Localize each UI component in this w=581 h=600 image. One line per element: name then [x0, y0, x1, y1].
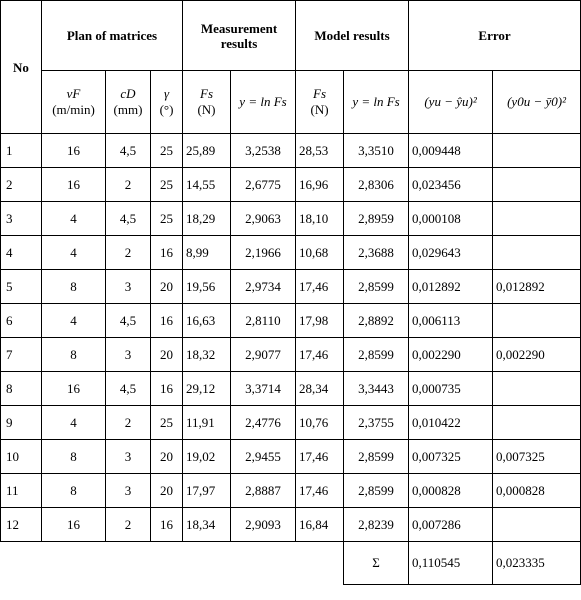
cell-vf: 4 [42, 202, 106, 236]
gamma-unit: (°) [159, 102, 174, 117]
row-number: 4 [1, 236, 42, 270]
cell-error-2 [493, 202, 581, 236]
cell-vf: 4 [42, 236, 106, 270]
cell-vf: 16 [42, 168, 106, 202]
table-row [1, 202, 581, 236]
table-row [1, 338, 581, 372]
row-number: 2 [1, 168, 42, 202]
cell-vf: 8 [42, 270, 106, 304]
cell-y-measured: 2,4776 [231, 406, 296, 440]
row-number: 10 [1, 440, 42, 474]
row-number: 11 [1, 474, 42, 508]
header-no: No [1, 1, 42, 134]
subheader-row [1, 71, 581, 134]
cell-vf: 8 [42, 474, 106, 508]
subheader-error-1: (yu − ŷu)² [409, 71, 493, 134]
vf-symbol: vF [66, 86, 81, 101]
cell-vf: 4 [42, 406, 106, 440]
subheader-gamma [151, 71, 183, 134]
cell-fs-model: 16,96 [296, 168, 344, 202]
cell-y-model: 2,8599 [344, 474, 409, 508]
cell-fs-measured: 18,34 [183, 508, 231, 542]
data-rows [1, 134, 581, 542]
cell-y-model: 2,3688 [344, 236, 409, 270]
cell-y-measured: 2,1966 [231, 236, 296, 270]
vf-unit: (m/min) [52, 102, 95, 117]
sum-spacer [1, 542, 344, 585]
cell-fs-measured: 18,32 [183, 338, 231, 372]
header-model: Model results [296, 1, 409, 71]
row-number: 3 [1, 202, 42, 236]
cell-gamma: 20 [151, 338, 183, 372]
subheader-error-2: (y0u − ȳ0)² [493, 71, 581, 134]
table-row [1, 474, 581, 508]
cell-error-2 [493, 168, 581, 202]
table-row [1, 372, 581, 406]
table-row [1, 236, 581, 270]
cell-error-2: 0,007325 [493, 440, 581, 474]
header-row [1, 1, 581, 71]
cell-y-measured: 3,3714 [231, 372, 296, 406]
cell-y-measured: 2,8887 [231, 474, 296, 508]
sum-row [1, 542, 581, 585]
cell-gamma: 20 [151, 270, 183, 304]
cell-error-2: 0,002290 [493, 338, 581, 372]
cell-cd: 2 [106, 236, 151, 270]
cell-y-measured: 2,9077 [231, 338, 296, 372]
cell-gamma: 25 [151, 168, 183, 202]
gamma-symbol: γ [163, 86, 170, 101]
row-number: 6 [1, 304, 42, 338]
cell-fs-measured: 29,12 [183, 372, 231, 406]
cell-error-1: 0,002290 [409, 338, 493, 372]
cell-error-1: 0,006113 [409, 304, 493, 338]
cell-y-model: 2,3755 [344, 406, 409, 440]
sum-symbol: Σ [344, 542, 409, 585]
cell-y-measured: 2,9734 [231, 270, 296, 304]
cell-fs-model: 17,46 [296, 474, 344, 508]
cell-fs-model: 17,46 [296, 338, 344, 372]
cell-gamma: 25 [151, 406, 183, 440]
table-row [1, 168, 581, 202]
cell-error-1: 0,023456 [409, 168, 493, 202]
cell-y-model: 2,8599 [344, 270, 409, 304]
sum-error-1: 0,110545 [409, 542, 493, 585]
subheader-y-measured: y = ln Fs [231, 71, 296, 134]
cell-error-2 [493, 236, 581, 270]
cell-fs-measured: 18,29 [183, 202, 231, 236]
cell-error-2 [493, 406, 581, 440]
cell-fs-model: 18,10 [296, 202, 344, 236]
cd-unit: (mm) [113, 102, 143, 117]
cell-cd: 2 [106, 508, 151, 542]
cell-cd: 4,5 [106, 202, 151, 236]
cell-cd: 3 [106, 474, 151, 508]
cell-vf: 16 [42, 508, 106, 542]
cell-y-model: 3,3510 [344, 134, 409, 168]
cell-gamma: 20 [151, 440, 183, 474]
cell-gamma: 25 [151, 202, 183, 236]
cell-fs-measured: 16,63 [183, 304, 231, 338]
header-measurement: Measurement results [183, 1, 296, 71]
cell-gamma: 16 [151, 508, 183, 542]
cell-gamma: 16 [151, 236, 183, 270]
cell-vf: 16 [42, 372, 106, 406]
cell-fs-measured: 17,97 [183, 474, 231, 508]
cell-fs-measured: 19,02 [183, 440, 231, 474]
cell-fs-model: 28,34 [296, 372, 344, 406]
cell-error-1: 0,012892 [409, 270, 493, 304]
row-number: 12 [1, 508, 42, 542]
cell-fs-measured: 8,99 [183, 236, 231, 270]
cell-y-measured: 3,2538 [231, 134, 296, 168]
cell-gamma: 20 [151, 474, 183, 508]
cell-vf: 4 [42, 304, 106, 338]
cd-symbol: cD [120, 86, 136, 101]
row-number: 1 [1, 134, 42, 168]
table-row [1, 270, 581, 304]
table-row [1, 508, 581, 542]
cell-y-model: 2,8599 [344, 440, 409, 474]
cell-cd: 3 [106, 270, 151, 304]
cell-fs-model: 17,46 [296, 270, 344, 304]
cell-y-measured: 2,9093 [231, 508, 296, 542]
fs-model-symbol: Fs [313, 86, 327, 101]
cell-fs-model: 10,76 [296, 406, 344, 440]
cell-error-2: 0,000828 [493, 474, 581, 508]
cell-error-1: 0,010422 [409, 406, 493, 440]
cell-cd: 4,5 [106, 372, 151, 406]
cell-fs-model: 17,46 [296, 440, 344, 474]
subheader-fs-measured [183, 71, 231, 134]
cell-fs-model: 16,84 [296, 508, 344, 542]
cell-error-1: 0,007286 [409, 508, 493, 542]
cell-error-1: 0,007325 [409, 440, 493, 474]
cell-cd: 2 [106, 168, 151, 202]
cell-error-1: 0,029643 [409, 236, 493, 270]
cell-fs-model: 28,53 [296, 134, 344, 168]
cell-fs-measured: 14,55 [183, 168, 231, 202]
row-number: 7 [1, 338, 42, 372]
cell-y-model: 2,8892 [344, 304, 409, 338]
cell-y-model: 3,3443 [344, 372, 409, 406]
cell-fs-measured: 25,89 [183, 134, 231, 168]
cell-error-2: 0,012892 [493, 270, 581, 304]
cell-vf: 16 [42, 134, 106, 168]
cell-error-1: 0,000735 [409, 372, 493, 406]
cell-fs-measured: 11,91 [183, 406, 231, 440]
subheader-y-model: y = ln Fs [344, 71, 409, 134]
cell-vf: 8 [42, 338, 106, 372]
cell-y-model: 2,8599 [344, 338, 409, 372]
cell-cd: 2 [106, 406, 151, 440]
cell-fs-model: 17,98 [296, 304, 344, 338]
subheader-fs-model [296, 71, 344, 134]
cell-error-2 [493, 508, 581, 542]
cell-error-1: 0,009448 [409, 134, 493, 168]
cell-y-measured: 2,8110 [231, 304, 296, 338]
subheader-vf [42, 71, 106, 134]
cell-error-1: 0,000828 [409, 474, 493, 508]
cell-y-model: 2,8239 [344, 508, 409, 542]
cell-gamma: 16 [151, 304, 183, 338]
fs-measured-symbol: Fs [200, 86, 213, 101]
fs-measured-unit: (N) [197, 102, 216, 117]
cell-cd: 4,5 [106, 134, 151, 168]
cell-cd: 4,5 [106, 304, 151, 338]
cell-gamma: 16 [151, 372, 183, 406]
sum-error-2: 0,023335 [493, 542, 581, 585]
cell-error-1: 0,000108 [409, 202, 493, 236]
cell-fs-model: 10,68 [296, 236, 344, 270]
cell-y-model: 2,8959 [344, 202, 409, 236]
cell-y-measured: 2,6775 [231, 168, 296, 202]
cell-error-2 [493, 372, 581, 406]
subheader-cd [106, 71, 151, 134]
table-row [1, 406, 581, 440]
cell-cd: 3 [106, 440, 151, 474]
cell-y-measured: 2,9455 [231, 440, 296, 474]
cell-error-2 [493, 134, 581, 168]
cell-cd: 3 [106, 338, 151, 372]
row-number: 8 [1, 372, 42, 406]
cell-vf: 8 [42, 440, 106, 474]
header-plan: Plan of matrices [42, 1, 183, 71]
fs-model-unit: (N) [310, 102, 329, 117]
table-row [1, 134, 581, 168]
cell-y-measured: 2,9063 [231, 202, 296, 236]
cell-fs-measured: 19,56 [183, 270, 231, 304]
table-row [1, 440, 581, 474]
table-row [1, 304, 581, 338]
row-number: 5 [1, 270, 42, 304]
cell-y-model: 2,8306 [344, 168, 409, 202]
row-number: 9 [1, 406, 42, 440]
cell-error-2 [493, 304, 581, 338]
cell-gamma: 25 [151, 134, 183, 168]
header-error: Error [409, 1, 581, 71]
